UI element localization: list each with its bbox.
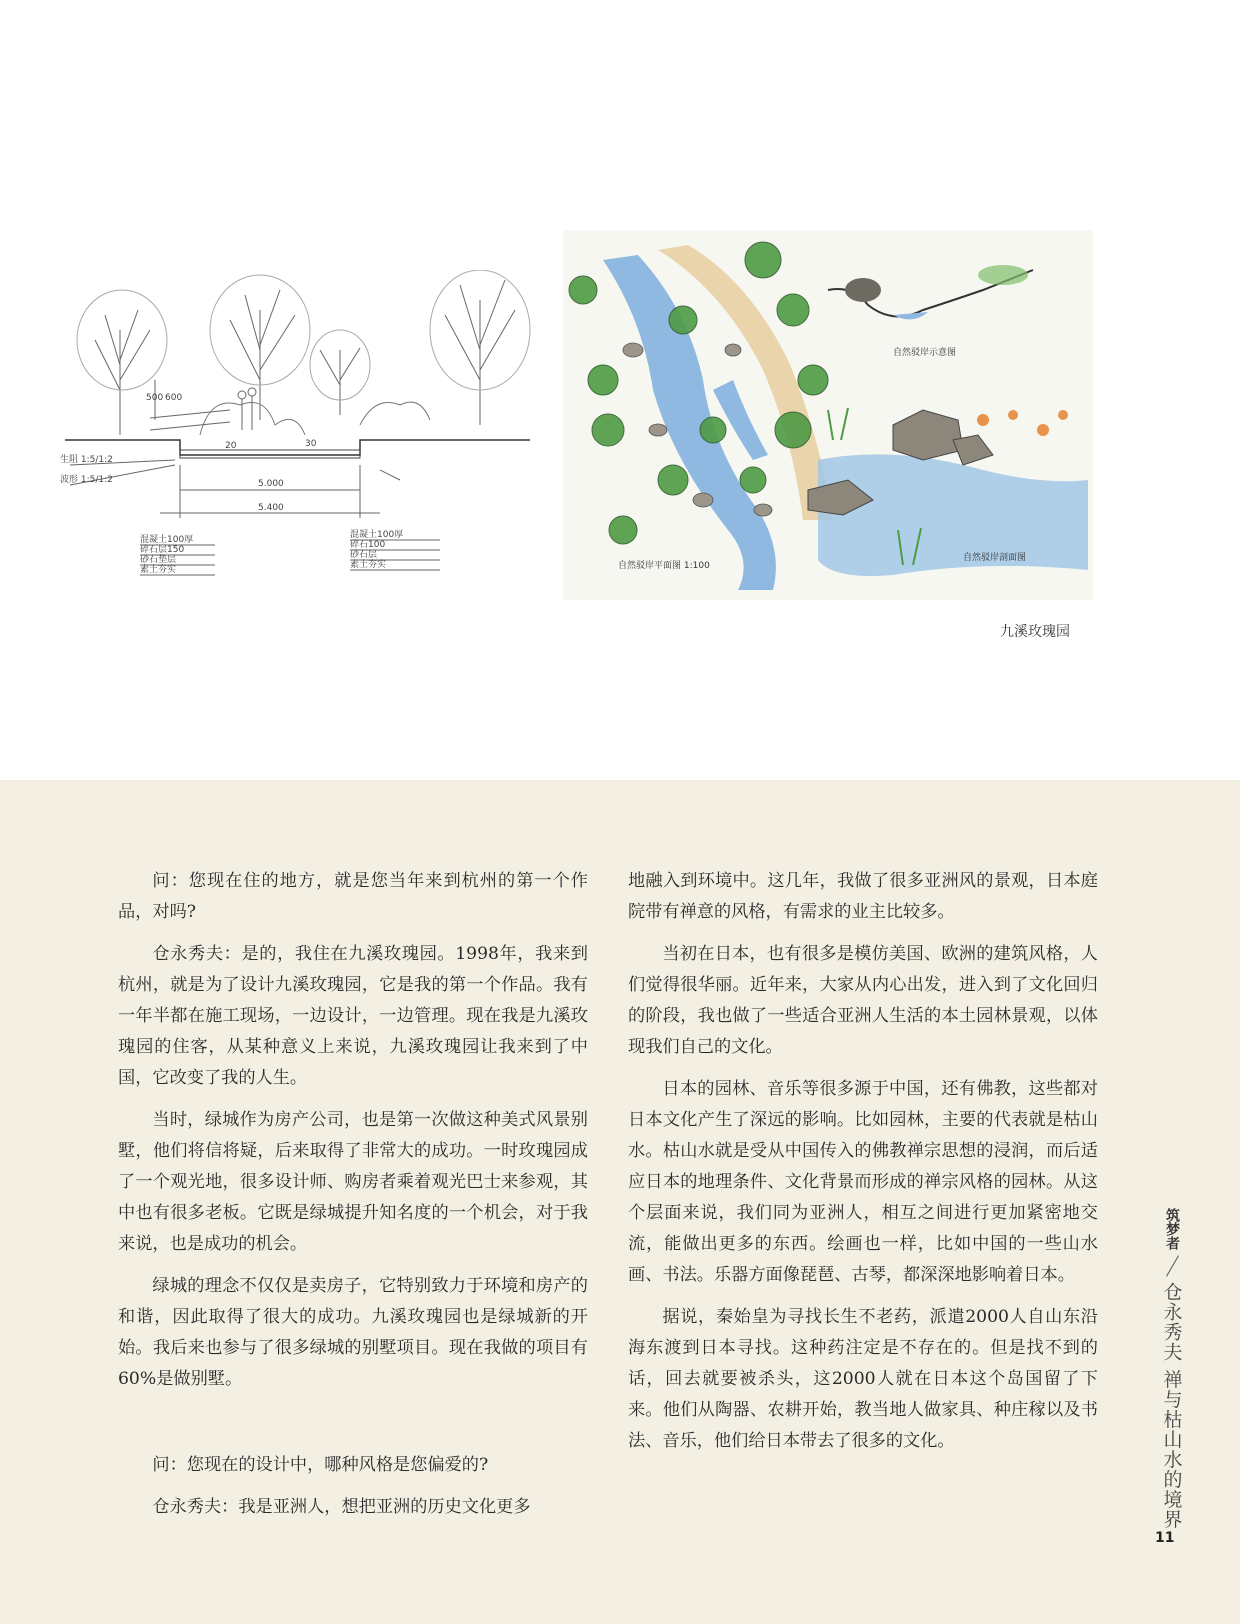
- answer-paragraph: 仓永秀夫：我是亚洲人，想把亚洲的历史文化更多: [152, 1497, 531, 1517]
- article-title: 仓永秀夫 禅与枯山水的境界: [1160, 1282, 1183, 1530]
- article-right-column: [628, 866, 1098, 1457]
- section-sketch: [60, 270, 540, 600]
- annotation: 素土夯实: [140, 565, 177, 575]
- annotation: 碎石层150: [140, 545, 185, 555]
- series-name: 筑梦者: [1164, 1208, 1180, 1250]
- garden-plan-sketch: [563, 230, 1093, 600]
- body-paragraph: 日本的园林、音乐等很多源于中国，还有佛教，这些都对日本文化产生了深远的影响。比如园林，主要的代表就是枯山水。枯山水就是受从中国传入的佛教禅宗思想的浸润，而后适应日本的地理条件、文化背景而形成的禅宗风格的园林。从这个层面来说，我们同为亚洲人，相互之间进行更加紧密地交流，能做出更多的东西。绘画也一样，比如中国的一些山水画、书法。乐器方面像琵琶、古琴，都深深地影响着日本。: [628, 1079, 1098, 1285]
- dim-label: 600: [165, 393, 183, 403]
- tree-sketch: [210, 275, 310, 420]
- annotation: 混凝土100厚: [350, 530, 404, 540]
- plan-label: 自然驳岸示意图: [893, 348, 957, 358]
- answer-paragraph: 仓永秀夫：是的，我住在九溪玫瑰园。1998年，我来到杭州，就是为了设计九溪玫瑰园，它是我的第一个作品。我有一年半都在施工现场，一边设计，一边管理。现在我是九溪玫瑰园的住客，从某种意义上来说，九溪玫瑰园让我来到了中国，它改变了我的人生。: [118, 944, 588, 1088]
- body-paragraph: 当时，绿城作为房产公司，也是第一次做这种美式风景别墅，他们将信将疑，后来取得了非常大的成功。一时玫瑰园成了一个观光地，很多设计师、购房者乘着观光巴士来参观，其中也有很多老板。它既是绿城提升知名度的一个机会，对于我来说，也是成功的机会。: [118, 1110, 588, 1254]
- dim-label: 5.000: [258, 479, 284, 489]
- body-paragraph: 据说，秦始皇为寻找长生不老药，派遣2000人自山东沿海东渡到日本寻找。这种药注定是不存在的。但是找不到的话，回去就要被杀头，这2000人就在日本这个岛国留了下来。他们从陶器、农耕开始，教当地人做家具、种庄稼以及书法、音乐，他们给日本带去了很多的文化。: [628, 1307, 1098, 1451]
- tree-sketch: [430, 270, 530, 425]
- annotation: 波形 1:5/1:2: [60, 475, 113, 485]
- dim-label: 500: [146, 393, 164, 403]
- annotation: 生阻 1:5/1:2: [60, 455, 113, 465]
- annotation: 素土夯实: [350, 560, 387, 570]
- question-paragraph: 问：您现在住的地方，就是您当年来到杭州的第一个作品，对吗?: [118, 871, 588, 922]
- page-number: 11: [1155, 1530, 1175, 1546]
- annotation: 砂石垫层: [140, 555, 177, 565]
- divider: [1166, 1255, 1179, 1276]
- body-paragraph: 绿城的理念不仅仅是卖房子，它特别致力于环境和房产的和谐，因此取得了很大的成功。九溪玫瑰园也是绿城新的开始。我后来也参与了很多绿城的别墅项目。现在我做的项目有60%是做别墅。: [118, 1276, 588, 1389]
- annotation: 碎石100: [350, 540, 386, 550]
- body-paragraph: 当初在日本，也有很多是模仿美国、欧洲的建筑风格，人们觉得很华丽。近年来，大家从内心出发，进入到了文化回归的阶段，我也做了一些适合亚洲人生活的本土园林景观，以体现我们自己的文化。: [628, 944, 1098, 1057]
- illustration-area: [0, 0, 1240, 780]
- plan-label: 自然驳岸平面图 1:100: [618, 561, 710, 571]
- article-left-column: [118, 866, 588, 1523]
- dim-label: 5.400: [258, 503, 284, 513]
- body-paragraph: 地融入到环境中。这几年，我做了很多亚洲风的景观，日本庭院带有禅意的风格，有需求的业主比较多。: [628, 871, 1098, 922]
- dim-label: 20: [225, 441, 237, 451]
- tree-sketch: [77, 290, 167, 435]
- tree-sketch: [310, 330, 370, 415]
- annotation: 砂石层: [350, 550, 378, 560]
- figure-caption: 九溪玫瑰园: [1000, 624, 1070, 640]
- annotation: 混凝土100厚: [140, 535, 194, 545]
- plan-label: 自然驳岸剖面图: [963, 553, 1027, 563]
- running-header: [1150, 1208, 1194, 1529]
- dim-label: 30: [305, 439, 317, 449]
- question-paragraph: 问：您现在的设计中，哪种风格是您偏爱的?: [152, 1455, 489, 1475]
